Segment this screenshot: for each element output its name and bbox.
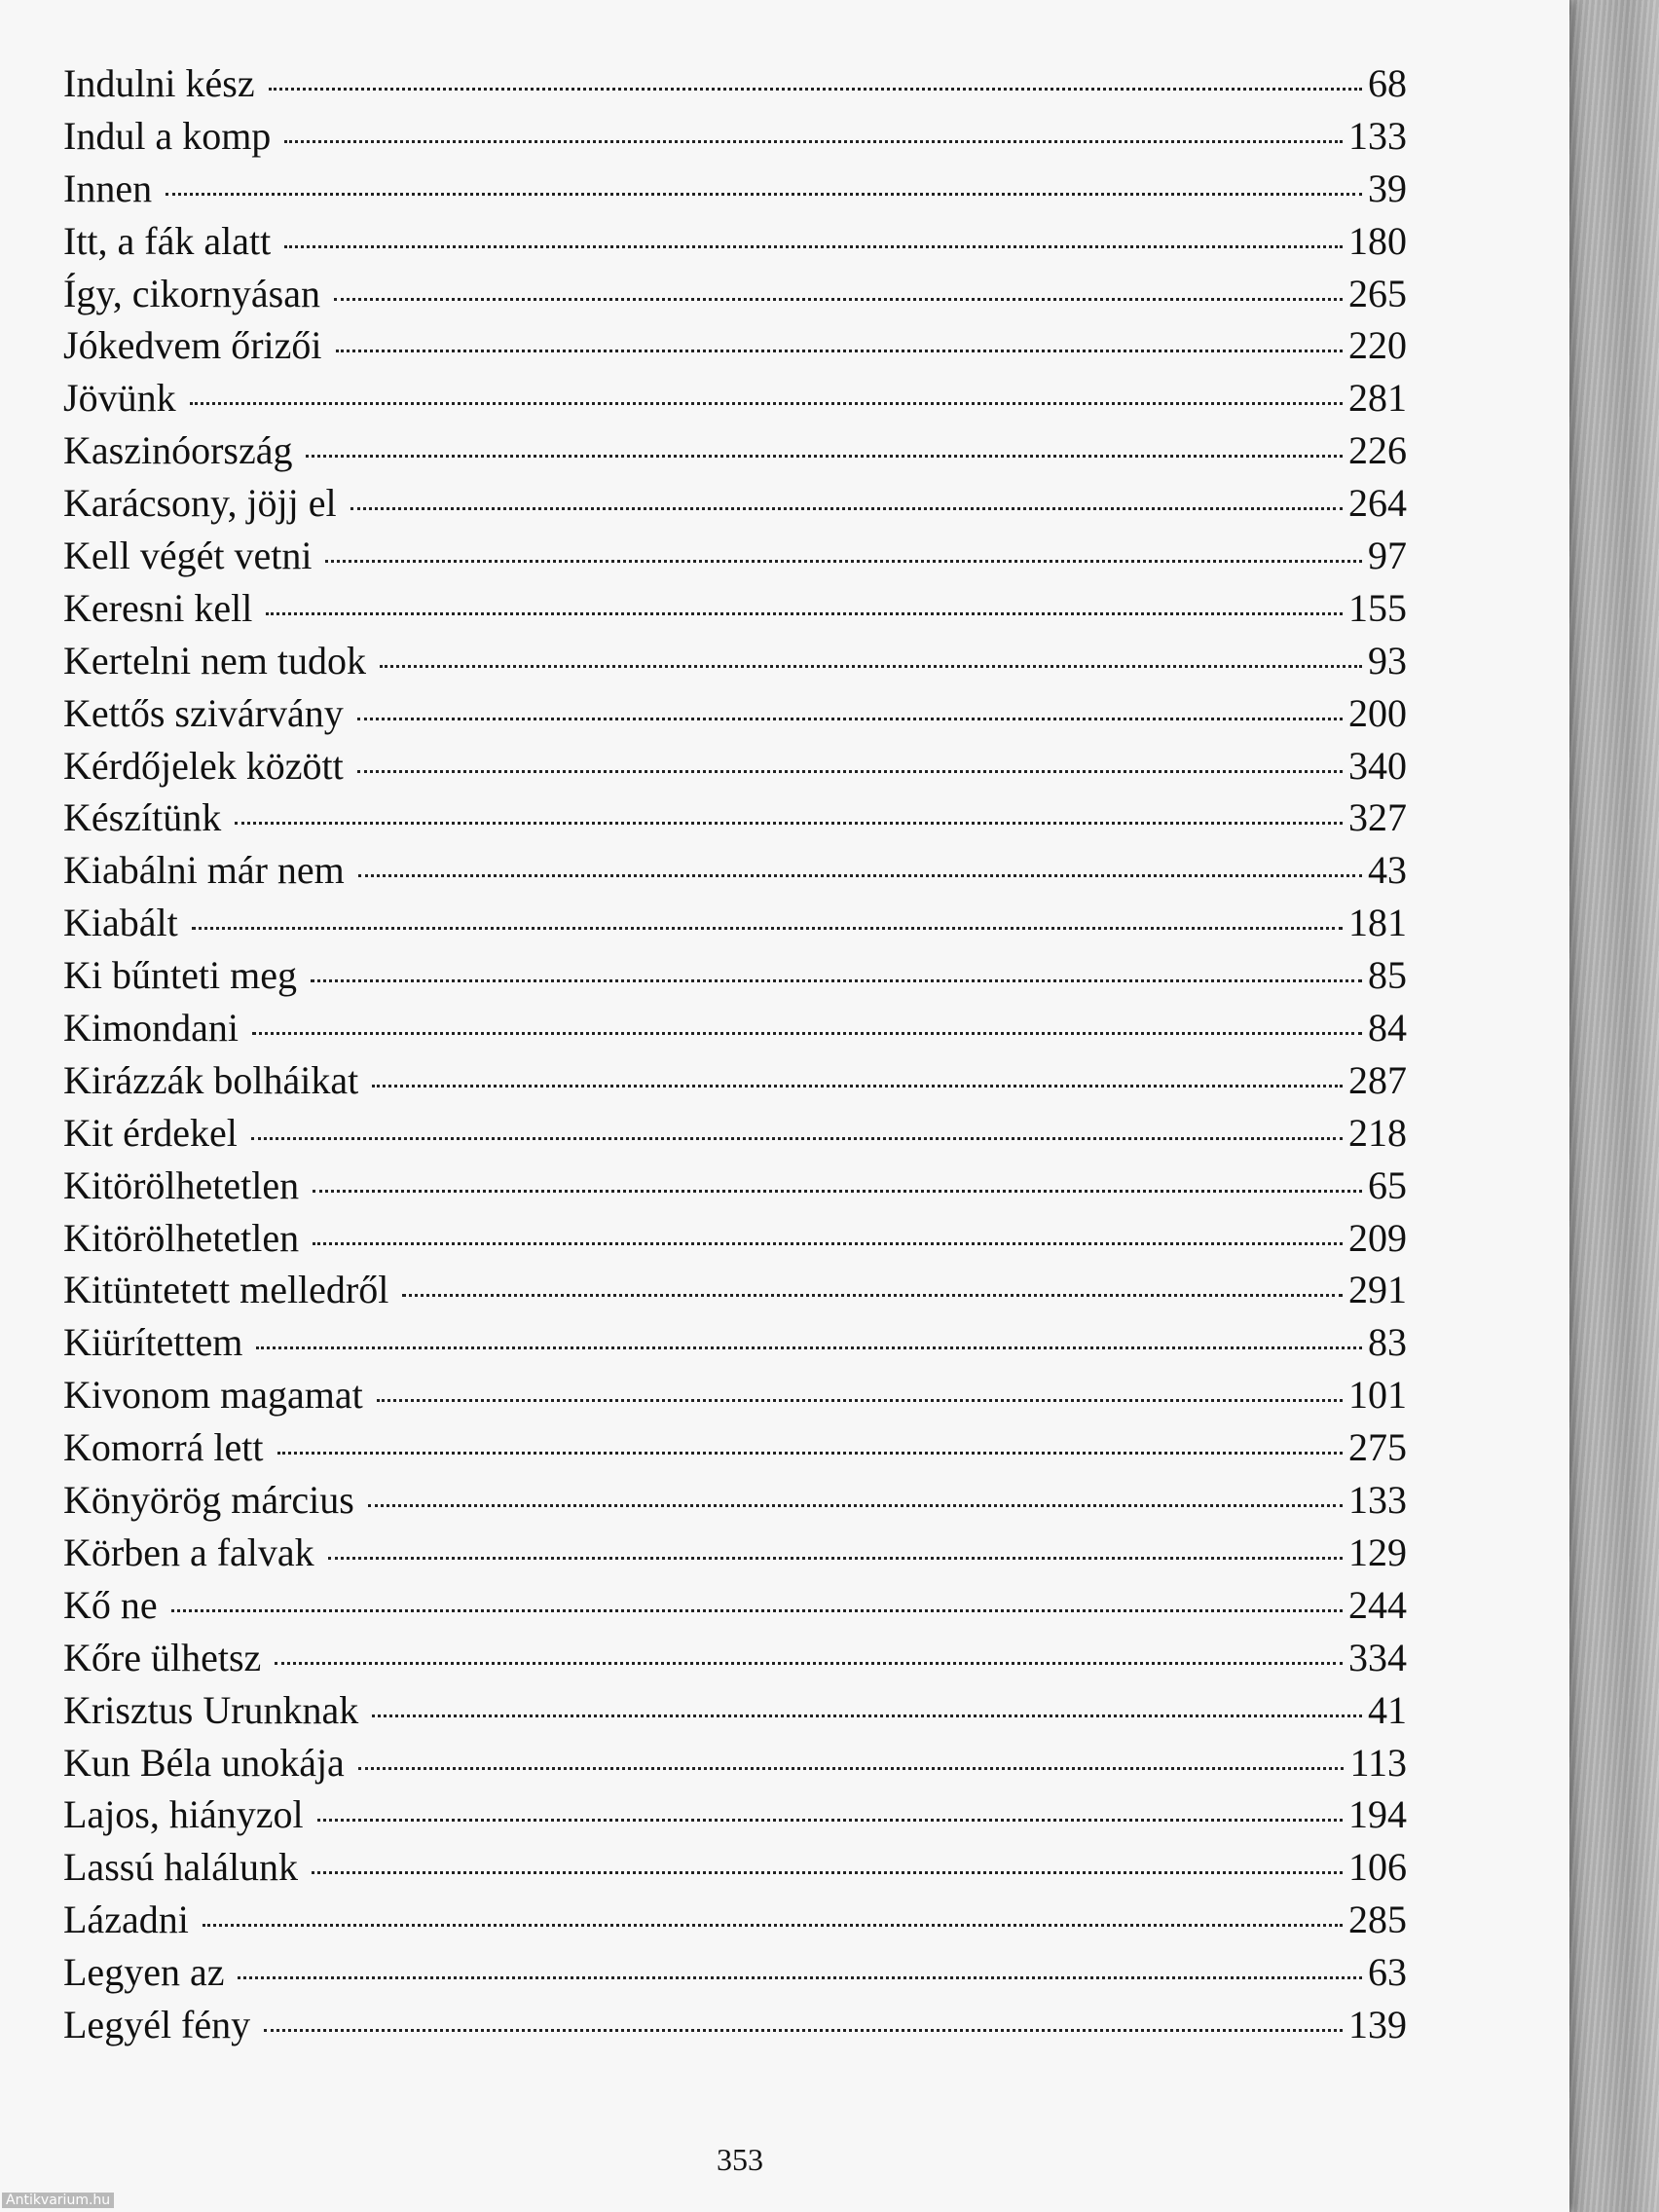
dot-leader — [269, 88, 1362, 91]
dot-leader — [238, 1976, 1362, 1979]
toc-entry-page: 84 — [1368, 1006, 1407, 1051]
toc-entry-title: Kérdőjelek között — [63, 743, 344, 788]
toc-entry-page: 200 — [1348, 690, 1407, 735]
toc-entry[interactable] — [63, 1687, 1407, 1740]
toc-entry-page: 334 — [1348, 1635, 1407, 1679]
toc-entry-page: 275 — [1348, 1425, 1407, 1470]
toc-entry[interactable] — [63, 427, 1407, 480]
watermark: Antikvarium.hu — [2, 2193, 114, 2208]
toc-entry-title: Indulni kész — [63, 61, 255, 105]
toc-entry[interactable] — [63, 113, 1407, 166]
toc-entry-page: 39 — [1368, 166, 1407, 210]
dot-leader — [325, 560, 1362, 563]
dot-leader — [358, 1767, 1345, 1770]
toc-entry-title: Ki bűnteti meg — [63, 953, 297, 998]
toc-entry-title: Karácsony, jöjj el — [63, 481, 337, 526]
dot-leader — [306, 455, 1343, 458]
toc-entry-page: 181 — [1348, 901, 1407, 945]
toc-entry[interactable] — [63, 1267, 1407, 1319]
dot-leader — [372, 1085, 1343, 1088]
dot-leader — [368, 1504, 1343, 1507]
dot-leader — [312, 1871, 1343, 1874]
toc-entry-title: Jókedvem őrizői — [63, 323, 322, 368]
toc-entry-title: Itt, a fák alatt — [63, 218, 272, 263]
toc-entry-page: 65 — [1368, 1162, 1407, 1207]
toc-entry[interactable] — [63, 1949, 1407, 2002]
dot-leader — [251, 1137, 1343, 1140]
toc-entry[interactable] — [63, 900, 1407, 952]
toc-entry[interactable] — [63, 1740, 1407, 1792]
toc-entry-title: Kaszinóország — [63, 428, 293, 473]
toc-entry-title: Lázadni — [63, 1898, 189, 1942]
toc-entry-title: Kirázzák bolháikat — [63, 1057, 359, 1102]
toc-entry-title: Kő ne — [63, 1582, 158, 1627]
dot-leader — [277, 1452, 1344, 1455]
toc-entry-title: Kit érdekel — [63, 1110, 238, 1155]
dot-leader — [358, 874, 1362, 877]
toc-entry[interactable] — [63, 1424, 1407, 1477]
toc-entry-title: Készítünk — [63, 795, 222, 840]
toc-entry-title: Kitörölhetetlen — [63, 1215, 300, 1260]
dot-leader — [235, 822, 1343, 825]
toc-entry-page: 226 — [1348, 428, 1407, 473]
toc-entry-title: Legyél fény — [63, 2002, 251, 2046]
dot-leader — [328, 1557, 1343, 1560]
toc-entry-page: 43 — [1368, 848, 1407, 893]
toc-entry-title: Kell végét vetni — [63, 534, 313, 578]
toc-entry-page: 68 — [1368, 61, 1407, 105]
toc-entry-page: 63 — [1368, 1950, 1407, 1995]
toc-entry[interactable] — [63, 166, 1407, 218]
toc-entry[interactable] — [63, 952, 1407, 1005]
toc-entry-title: Kiabálni már nem — [63, 848, 345, 893]
toc-entry-page: 129 — [1348, 1530, 1407, 1574]
toc-entry-page: 106 — [1348, 1845, 1407, 1890]
toc-entry[interactable] — [63, 1057, 1407, 1110]
dot-leader — [190, 402, 1343, 405]
toc-entry[interactable] — [63, 60, 1407, 113]
toc-entry[interactable] — [63, 847, 1407, 900]
toc-entry-page: 133 — [1348, 113, 1407, 158]
toc-entry[interactable] — [63, 1319, 1407, 1372]
toc-entry-page: 41 — [1368, 1687, 1407, 1732]
toc-entry-page: 291 — [1348, 1268, 1407, 1312]
toc-entry[interactable] — [63, 271, 1407, 323]
toc-entry-page: 155 — [1348, 585, 1407, 630]
toc-entry[interactable] — [63, 1897, 1407, 1949]
toc-entry[interactable] — [63, 533, 1407, 585]
toc-entry-page: 281 — [1348, 376, 1407, 421]
toc-entry-page: 264 — [1348, 481, 1407, 526]
dot-leader — [166, 193, 1362, 196]
dot-leader — [377, 1399, 1343, 1402]
toc-entry-title: Kitüntetett melledről — [63, 1268, 389, 1312]
toc-entry[interactable] — [63, 585, 1407, 638]
toc-entry[interactable] — [63, 1844, 1407, 1897]
toc-entry-page: 101 — [1348, 1373, 1407, 1418]
toc-entry[interactable] — [63, 794, 1407, 847]
toc-entry-title: Lassú halálunk — [63, 1845, 299, 1890]
toc-entry[interactable] — [63, 375, 1407, 427]
toc-entry-title: Krisztus Urunknak — [63, 1687, 359, 1732]
toc-entry-page: 209 — [1348, 1215, 1407, 1260]
toc-entry[interactable] — [63, 1791, 1407, 1844]
toc-entry[interactable] — [63, 1162, 1407, 1215]
toc-entry-page: 285 — [1348, 1898, 1407, 1942]
dot-leader — [313, 1190, 1362, 1193]
toc-entry-title: Kimondani — [63, 1006, 239, 1051]
toc-entry-title: Kivonom magamat — [63, 1373, 363, 1418]
toc-entry-title: Komorrá lett — [63, 1425, 264, 1470]
dot-leader — [357, 718, 1343, 720]
toc-entry[interactable] — [63, 1635, 1407, 1687]
background-surface — [1554, 0, 1659, 2212]
dot-leader — [275, 1662, 1343, 1665]
toc-entry[interactable] — [63, 1582, 1407, 1635]
toc-entry[interactable] — [63, 1477, 1407, 1530]
dot-leader — [252, 1032, 1362, 1035]
toc-entry-title: Körben a falvak — [63, 1530, 314, 1574]
toc-entry[interactable] — [63, 743, 1407, 795]
toc-entry-page: 83 — [1368, 1320, 1407, 1365]
toc-entry-title: Innen — [63, 166, 153, 210]
dot-leader — [313, 1242, 1343, 1245]
toc-entry[interactable] — [63, 1372, 1407, 1424]
toc-entry-page: 218 — [1348, 1110, 1407, 1155]
toc-entry-title: Így, cikornyásan — [63, 271, 320, 315]
dot-leader — [380, 665, 1362, 668]
toc-entry-page: 93 — [1368, 638, 1407, 682]
toc-entry-page: 194 — [1348, 1792, 1407, 1837]
toc-entry[interactable] — [63, 1110, 1407, 1162]
toc-entry-title: Kőre ülhetsz — [63, 1635, 262, 1679]
toc-entry[interactable] — [63, 218, 1407, 271]
toc-entry-page: 133 — [1348, 1478, 1407, 1523]
dot-leader — [256, 1346, 1362, 1349]
dot-leader — [284, 140, 1343, 143]
toc-entry-page: 327 — [1348, 795, 1407, 840]
toc-entry-page: 265 — [1348, 271, 1407, 315]
toc-entry[interactable] — [63, 480, 1407, 533]
dot-leader — [372, 1714, 1362, 1717]
toc-entry-title: Kiürítettem — [63, 1320, 243, 1365]
page-number: 353 — [717, 2142, 763, 2177]
toc-entry-page: 244 — [1348, 1582, 1407, 1627]
toc-entry-page: 287 — [1348, 1057, 1407, 1102]
dot-leader — [264, 2029, 1343, 2032]
toc-entry[interactable] — [63, 322, 1407, 375]
toc-entry-title: Jövünk — [63, 376, 176, 421]
toc-entry-title: Legyen az — [63, 1950, 225, 1995]
dot-leader — [357, 770, 1343, 773]
dot-leader — [192, 927, 1343, 930]
toc-entry-page: 113 — [1349, 1740, 1407, 1785]
toc-entry[interactable] — [63, 1005, 1407, 1057]
toc-entry-page: 139 — [1348, 2002, 1407, 2046]
toc-entry-page: 85 — [1368, 953, 1407, 998]
dot-leader — [203, 1924, 1343, 1927]
toc-entry-page: 180 — [1348, 218, 1407, 263]
dot-leader — [334, 298, 1343, 301]
toc-entry-title: Kitörölhetetlen — [63, 1162, 300, 1207]
dot-leader — [284, 245, 1343, 248]
toc-entry-title: Könyörög március — [63, 1478, 354, 1523]
dot-leader — [350, 507, 1343, 510]
dot-leader — [402, 1294, 1343, 1297]
table-of-contents — [63, 60, 1407, 2054]
toc-entry-page: 220 — [1348, 323, 1407, 368]
toc-entry-page: 340 — [1348, 743, 1407, 788]
toc-entry[interactable] — [63, 2002, 1407, 2054]
dot-leader — [266, 612, 1343, 615]
toc-entry[interactable] — [63, 690, 1407, 743]
toc-entry-title: Kettős szivárvány — [63, 690, 344, 735]
dot-leader — [311, 979, 1362, 982]
toc-entry-title: Kiabált — [63, 901, 178, 945]
toc-entry-page: 97 — [1368, 534, 1407, 578]
toc-entry-title: Kertelni nem tudok — [63, 638, 367, 682]
toc-entry[interactable] — [63, 638, 1407, 690]
toc-entry-title: Kun Béla unokája — [63, 1740, 345, 1785]
toc-entry-title: Indul a komp — [63, 113, 272, 158]
dot-leader — [171, 1609, 1343, 1612]
dot-leader — [317, 1819, 1343, 1822]
dot-leader — [336, 350, 1344, 352]
toc-entry[interactable] — [63, 1215, 1407, 1268]
toc-entry[interactable] — [63, 1530, 1407, 1582]
toc-entry-title: Lajos, hiányzol — [63, 1792, 304, 1837]
toc-entry-title: Keresni kell — [63, 585, 253, 630]
